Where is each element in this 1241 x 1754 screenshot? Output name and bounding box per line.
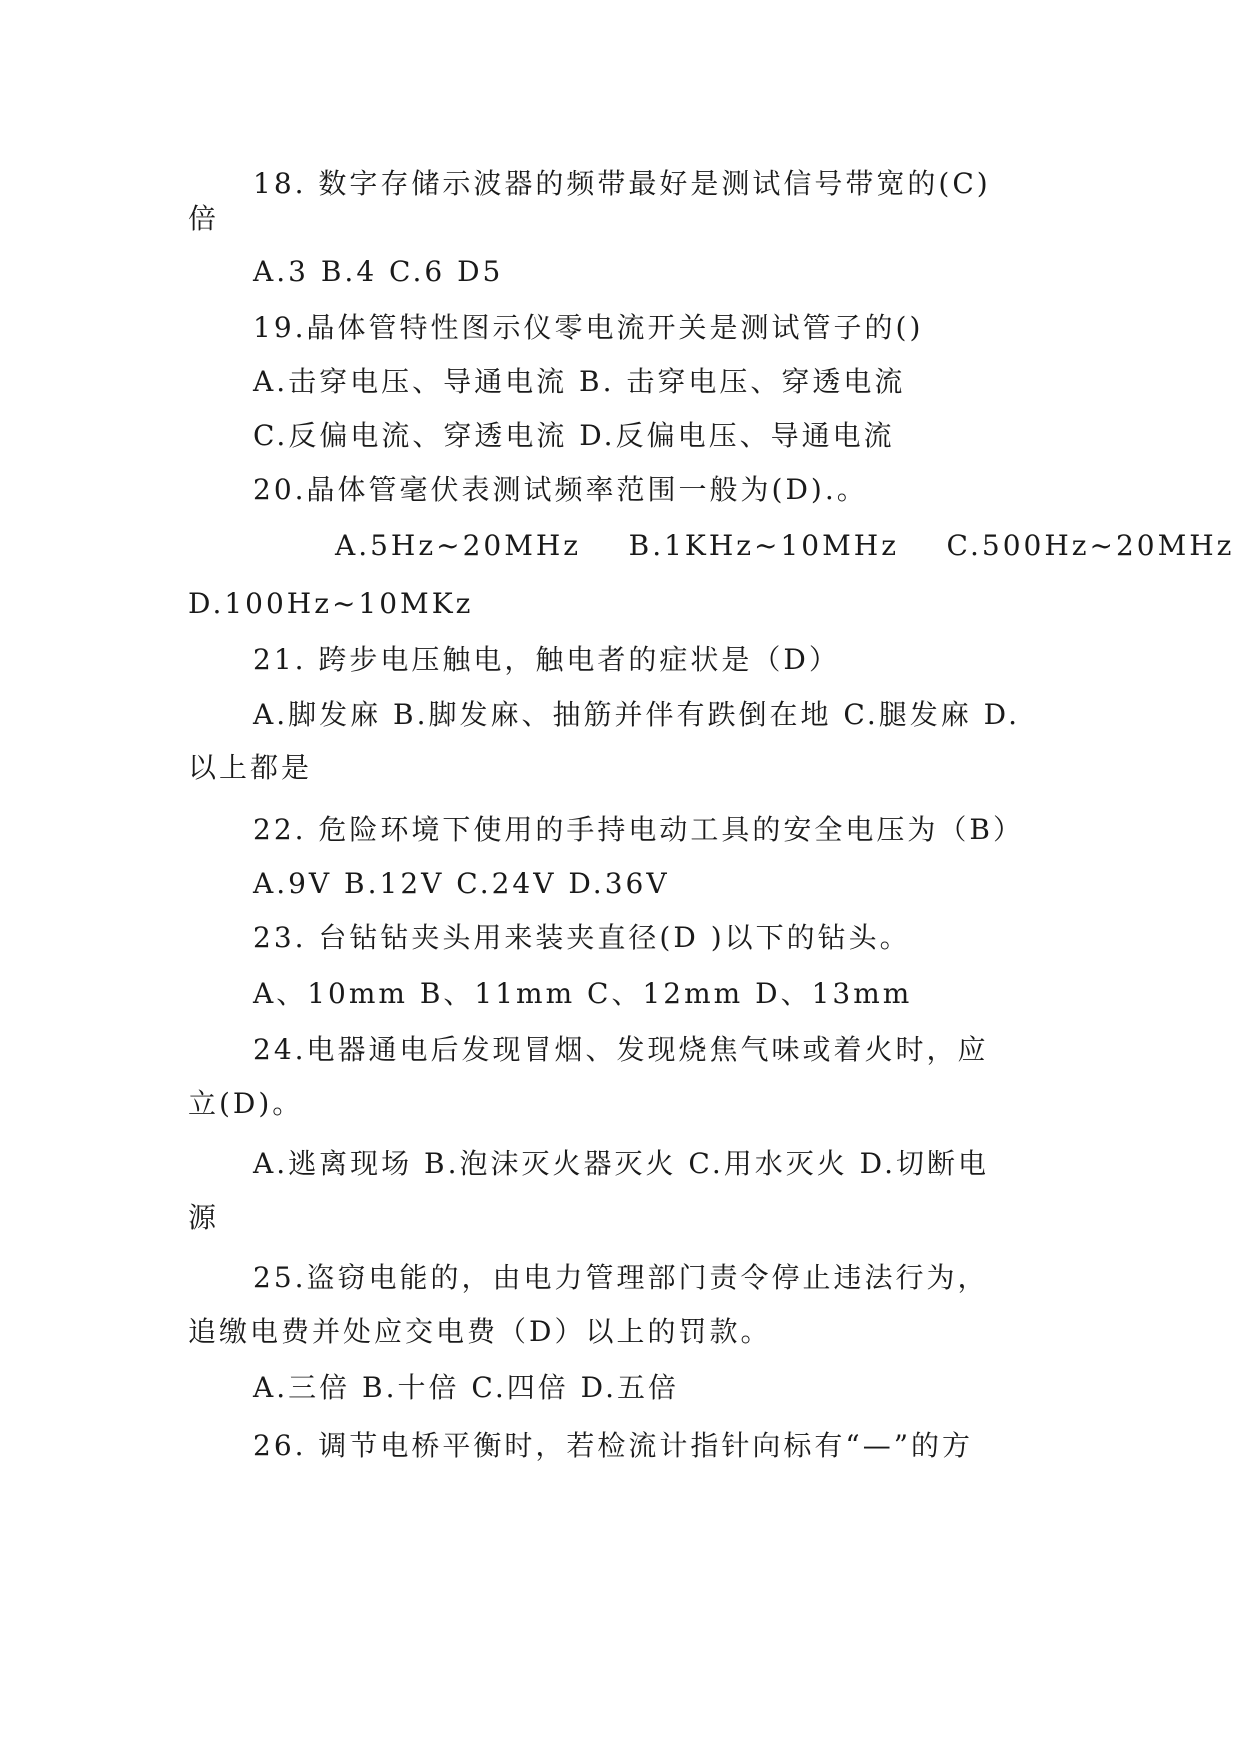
question-18-text-cont: 倍 — [188, 202, 220, 235]
question-22-text: 22. 危险环境下使用的手持电动工具的安全电压为（B） — [253, 813, 1025, 846]
question-19-options-cd: C.反偏电流、穿透电流 D.反偏电压、导通电流 — [253, 419, 895, 452]
question-19-options-ab: A.击穿电压、导通电流 B. 击穿电压、穿透电流 — [253, 365, 906, 398]
question-24-text-cont: 立(D)。 — [188, 1087, 304, 1120]
question-25-text-cont: 追缴电费并处应交电费（D）以上的罚款。 — [188, 1315, 772, 1348]
question-21-text: 21. 跨步电压触电，触电者的症状是（D） — [253, 643, 840, 676]
question-23-text: 23. 台钻钻夹头用来装夹直径(D )以下的钻头。 — [253, 921, 911, 954]
question-22-options: A.9V B.12V C.24V D.36V — [253, 867, 670, 900]
question-18-text: 18. 数字存储示波器的频带最好是测试信号带宽的(C) — [253, 167, 991, 200]
question-21-options-cont: 以上都是 — [188, 751, 313, 784]
question-20-options-abc: A.5Hz~20MHz B.1KHz~10MHz C.500Hz~20MHz — [335, 529, 1235, 562]
question-18-options: A.3 B.4 C.6 D5 — [253, 255, 504, 288]
question-26-text: 26. 调节电桥平衡时，若检流计指针向标有“—”的方 — [253, 1429, 974, 1462]
question-19-text: 19.晶体管特性图示仪零电流开关是测试管子的() — [253, 311, 924, 344]
question-25-options: A.三倍 B.十倍 C.四倍 D.五倍 — [253, 1371, 679, 1404]
question-20-text: 20.晶体管毫伏表测试频率范围一般为(D).。 — [253, 473, 868, 506]
question-24-text: 24.电器通电后发现冒烟、发现烧焦气味或着火时，应 — [253, 1033, 989, 1066]
question-21-options: A.脚发麻 B.脚发麻、抽筋并伴有跌倒在地 C.腿发麻 D. — [253, 698, 1020, 731]
question-20-option-d: D.100Hz~10MKz — [188, 587, 474, 620]
question-24-options: A.逃离现场 B.泡沫灭火器灭火 C.用水灭火 D.切断电 — [253, 1147, 989, 1180]
question-24-options-cont: 源 — [188, 1201, 220, 1234]
question-25-text: 25.盗窃电能的，由电力管理部门责令停止违法行为， — [253, 1261, 989, 1294]
question-23-options: A、10mm B、11mm C、12mm D、13mm — [253, 977, 913, 1010]
